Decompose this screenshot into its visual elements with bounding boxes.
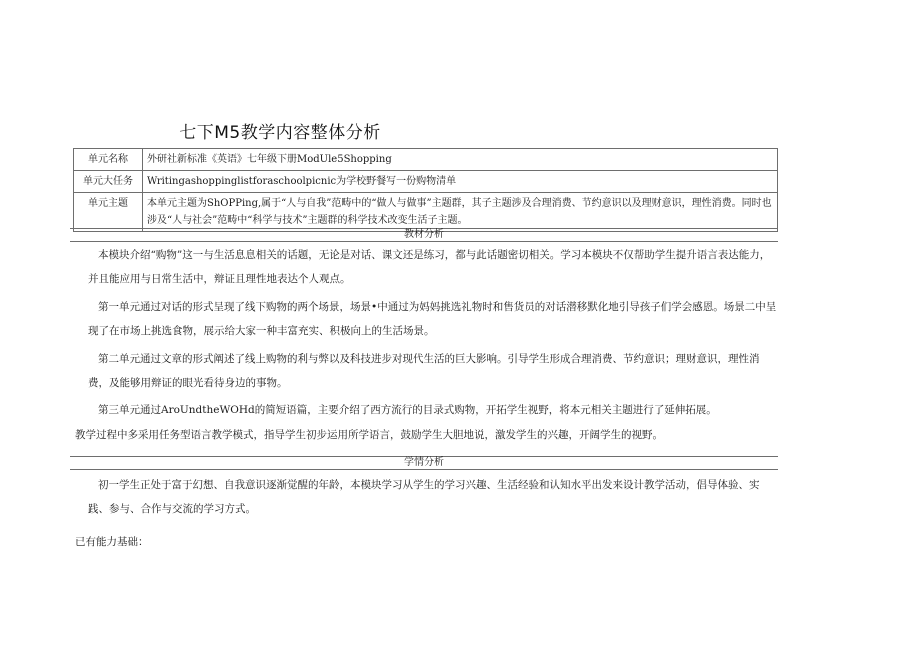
paragraph: 教学过程中多采用任务型语言教学模式，指导学生初步运用所学语言，鼓励学生大胆地说，激发学生的兴趣，开阔学生的视野。	[75, 429, 663, 441]
paragraph: 初一学生正处于富于幻想、自我意识逐渐觉醒的年龄，本模块学习从学生的学习兴趣、生活经验和认知水平出发来设计教学活动，倡导体验、实践、参与、合作与交流的学习方式。	[88, 479, 760, 515]
unit-name-value: 外研社新标准《英语》七年级下册ModUle5Shopping	[143, 149, 778, 171]
table-row	[74, 171, 778, 193]
unit-theme-value: 本单元主题为ShOPPing,属于“人与自我”范畴中的“做人与做事”主题群，其子主题涉及合理消费、节约意识以及理财意识，理性消费。同时也涉及“人与社会”范畴中“科学与技术”主题群的科学技术改变生活子主题。	[143, 193, 778, 232]
unit-task-label: 单元大任务	[74, 171, 143, 193]
section-heading-students: 学情分析	[70, 456, 778, 470]
table-row	[74, 149, 778, 171]
paragraph: 第三单元通过AroUndtheWOHd的简短语篇，主要介绍了西方流行的目录式购物，开拓学生视野，将本元相关主题进行了延伸拓展。	[98, 404, 717, 416]
page-title: 七下M5教学内容整体分析	[179, 123, 381, 143]
paragraph: 本模块介绍“购物”这一与生活息息相关的话题，无论是对话、课文还是练习，都与此话题密切相关。学习本模块不仅帮助学生提升语言表达能力，并且能应用与日常生活中，辩证且理性地表达个人观点。	[88, 249, 771, 285]
table-row	[74, 193, 778, 232]
unit-theme-label: 单元主题	[74, 193, 143, 232]
unit-info-table	[73, 148, 778, 232]
unit-task-value: Writingashoppinglistforaschoolpicnic为学校野餐写一份购物清单	[143, 171, 778, 193]
unit-name-label: 单元名称	[74, 149, 143, 171]
paragraph: 第一单元通过对话的形式呈现了线下购物的两个场景，场景•中通过为妈妈挑选礼物时和售货员的对话潜移默化地引导孩子们学会感恩。场景二中呈现了在市场上挑选食物，展示给大家一种丰富充实、积极向上的生活场景。	[88, 301, 777, 337]
paragraph: 第二单元通过文章的形式阐述了线上购物的利与弊以及科技进步对现代生活的巨大影响。引导学生形成合理消费、节约意识；理财意识，理性消费，及能够用辩证的眼光看待身边的事物。	[88, 353, 760, 389]
paragraph: 已有能力基础：	[75, 536, 149, 548]
section-heading-textbook: 教材分析	[70, 228, 778, 242]
